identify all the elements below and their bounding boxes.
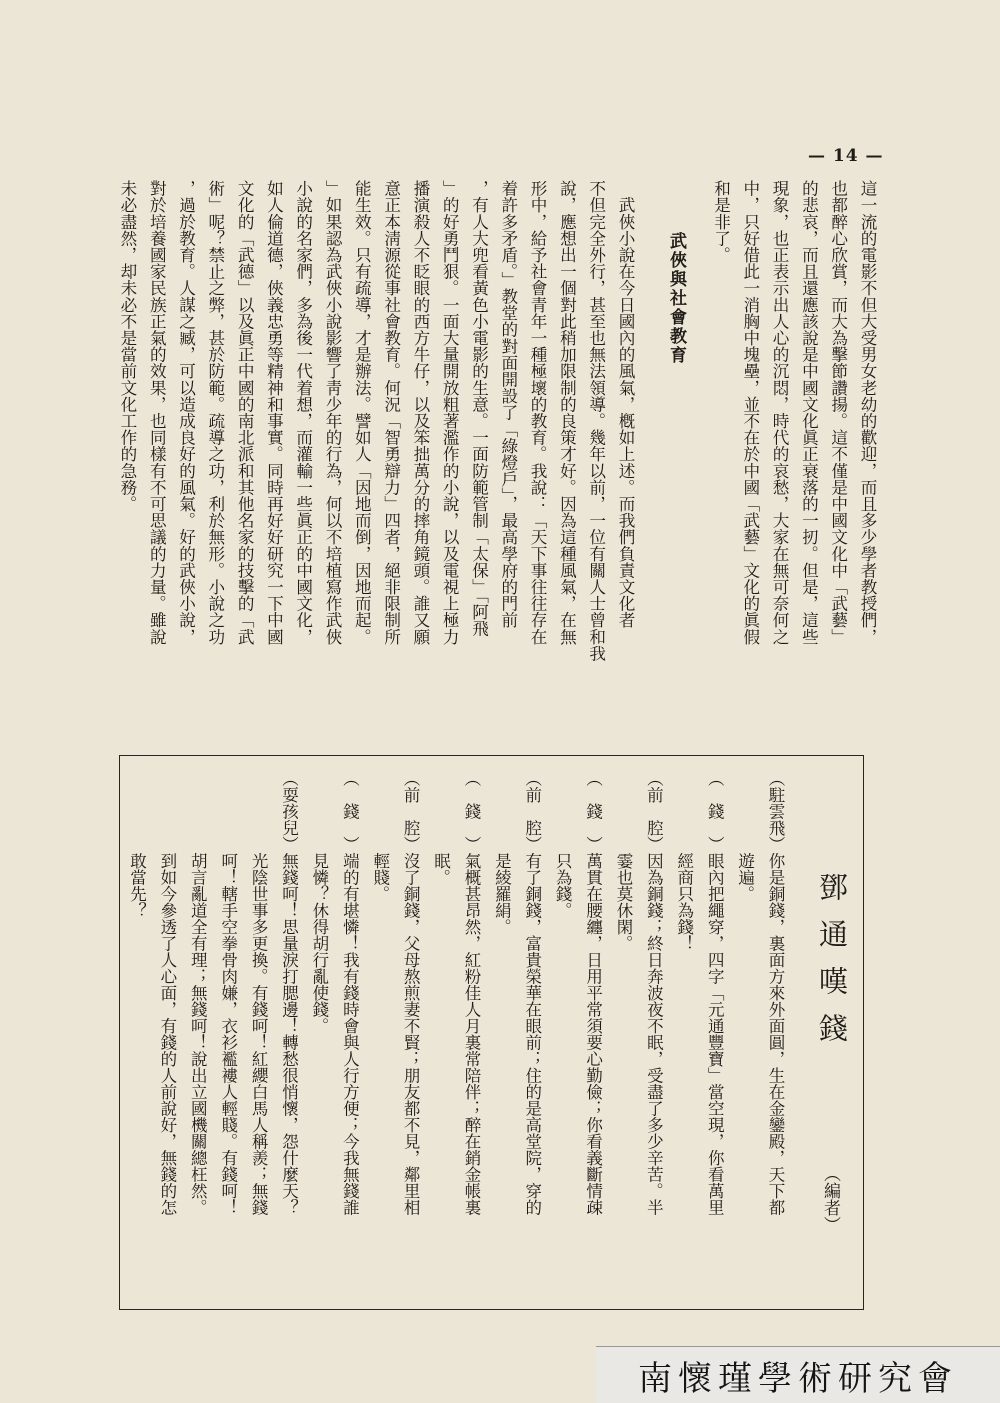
article-intro-paragraph: 這一流的電影不但大受男女老幼的歡迎，而且多少學者教授們， 也都醉心欣賞，而大為擊節讚揚。這不僅是中國文化中「武藝」 的悲哀，而且還應該說是中國文化眞正衰落的一扨。但是，這些 現象，也正表示出人心的沉悶，時代的哀愁，大家在無可奈何之 中，只好借此一消胸中塊壘，並不在於中國「武藝」文化的眞假 和是非了。 [711, 180, 877, 645]
poem-title: 鄧通嘆錢 [815, 872, 849, 1060]
section-heading: 武俠與社會教育 [666, 232, 686, 365]
section-body-text: 武俠小說在今日國內的風氣，槪如上述。而我們負責文化者 不但完全外行，甚至也無法領導。幾年以前，一位有關人士曾和我 說，應想出一個對此稍加限制的良策才好。因為這種風氣，在無 形中，給予社會青年一種極壞的教育。我說：「天下事往往存在 着許多矛盾。」教堂的對面開設了「綠燈戶」，最高學府的門前 ，有人大兜看黃色小電影的生意。一面防範管制「太保」「阿飛 」的好勇鬥狠。一面大量開放粗著濫作的小說，以及電視上極力 播演殺人不眨眼的西方牛仔，以及笨拙萬分的摔角鏡頭。誰又願 意正本淸源從事社會教育。何況「智勇辯力」四者，絕非限制所 能生效。只有疏導，才是辦法。譬如人「因地而倒，因地而起。 」如果認為武俠小說影響了靑少年的行為，何以不培植寫作武俠 小說的名家們，多為後一代着想，而灌輸一些眞正的中國文化， 如人倫道德，俠義忠勇等精神和事實。同時再好好研究一下中國 文化的「武德」以及眞正中國的南北派和其他名家的技擊的「武 術」呢？禁止之弊，甚於防範。疏導之功，利於無形。小說之功 ，過於教育。人謀之臧，可以造成良好的風氣。好的武俠小說， 對於培養國家民族正氣的效果，也同樣有不可思議的力量。雖說 未必盡然，却未必不是當前文化工作的急務。 [117, 180, 635, 662]
poem-editor-note: （編者） [820, 1165, 840, 1233]
page-number: — 14 — [808, 146, 884, 166]
watermark-banner: 南懷瑾學術研究會 [596, 1346, 1000, 1403]
poem-text: （駐雲飛）你是銅錢，裏面方來外面圓，生在金鑾殿，天下都 遊遍。 （ 錢 ）眼內把繩穿，四字「元通豐寶」當空現，你看萬里 經商只為錢！ （前 腔）因為銅錢；終日奔波夜不眠，受盡了多少辛苦。半 霎也莫休閑。 （ 錢 ）萬貫在腰纏，日用平常須要心勤儉；你看義斷情疎 只為錢。 （前 腔）有了銅錢，富貴榮華在眼前；住的是高堂院，穿的 是綾羅絹。 （ 錢 ）氣概甚昂然，紅粉佳人月裏常陪伴；醉在銷金帳裏 眠。 （前 腔）沒了銅錢，父母熬煎妻不賢；朋友都不見，鄰里相 輕賤。 （ 錢 ）端的有堪憐！我有錢時會與人行方便；今我無錢誰 見憐？休得胡行亂使錢。 （耍孩兒）無錢呵！思量淚打腮邊！轉愁很悄懷，怨什麼天？ 光陰世事多更換。有錢呵！紅纓白馬人稱羨；無錢 呵！轄手空拳骨肉嫌，衣衫襤褸人輕賤。有錢呵！ 胡言亂道全有理；無錢呵！說出立國機關總枉然。 到如今參透了人心面，有錢的人前說好，無錢的怎 敢當先？ [127, 770, 785, 1216]
